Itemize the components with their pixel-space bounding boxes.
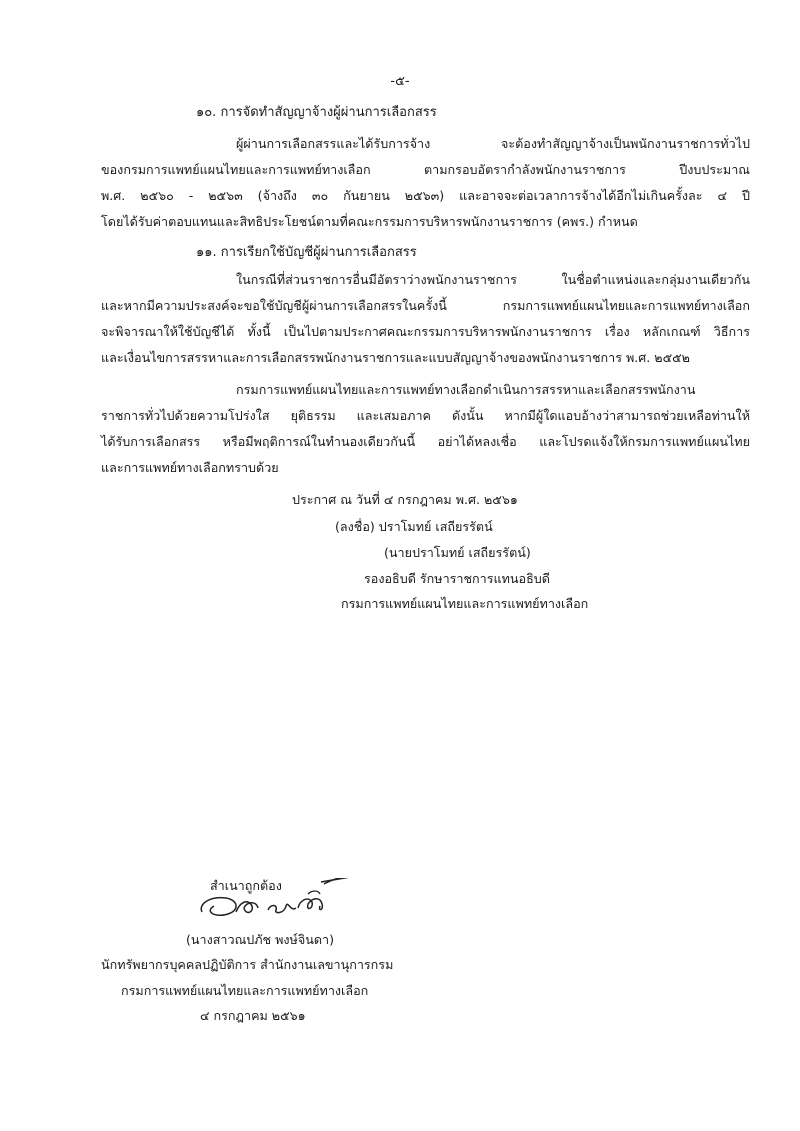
closing-line-3: ได้รับการเลือกสรร หรือมีพฤติการณ์ในทำนองเดียวกันนี้ อย่าได้หลงเชื่อ และโปรดแจ้งให้กรมการแพทย์แผนไทย [101,434,750,449]
closing-line-1: กรมการแพทย์แผนไทยและการแพทย์ทางเลือกดำเนินการสรรหาและเลือกสรรพนักงาน [236,382,696,397]
closing-line-2: ราชการทั่วไปด้วยความโปร่งใส ยุติธรรม และเสมอภาค ดังนั้น หากมีผู้ใดแอบอ้างว่าสามารถช่วยเหลือท่านให้ [101,408,750,423]
section-10-line-4: โดยได้รับค่าตอบแทนและสิทธิประโยชน์ตามที่คณะกรรมการบริหารพนักงานราชการ (คพร.) กำหนด [101,214,638,229]
section-10-line-3: พ.ศ. ๒๕๖๐ - ๒๕๖๓ (จ้างถึง ๓๐ กันยายน ๒๕๖๓) และอาจจะต่อเวลาการจ้างได้อีกไม่เกินครั้งละ ๔ ปี [101,188,750,203]
page-number: -๕- [390,74,410,89]
certified-copy-label: สำเนาถูกต้อง [210,878,282,893]
section-11-line-2: และหากมีความประสงค์จะขอใช้บัญชีผู้ผ่านการเลือกสรรในครั้งนี้ กรมการแพทย์แผนไทยและการแพทย์ทางเลือก [101,298,750,313]
certifier-position: นักทรัพยากรบุคคลปฏิบัติการ สำนักงานเลขานุการกรม [101,957,394,972]
section-11-line-4: และเงื่อนไขการสรรหาและการเลือกสรรพนักงานราชการและแบบสัญญาจ้างของพนักงานราชการ พ.ศ. ๒๕๕๒ [101,350,690,365]
section-10-heading: ๑๐. การจัดทำสัญญาจ้างผู้ผ่านการเลือกสรร [196,105,437,120]
certifier-department: กรมการแพทย์แผนไทยและการแพทย์ทางเลือก [121,983,369,998]
certifier-name: (นางสาวณปภัช พงษ์จินดา) [186,932,335,947]
section-10-line-1: ผู้ผ่านการเลือกสรรและได้รับการจ้าง จะต้องทำสัญญาจ้างเป็นพนักงานราชการทั่วไป [236,136,750,151]
section-11-line-3: จะพิจารณาให้ใช้บัญชีได้ ทั้งนี้ เป็นไปตามประกาศคณะกรรมการบริหารพนักงานราชการ เรื่อง หลักเกณฑ์ วิธีการ [101,324,750,339]
handwritten-signature-icon [196,878,356,928]
certified-date: ๔ กรกฎาคม ๒๕๖๑ [200,1008,306,1023]
signer-name: (นายปราโมทย์ เสถียรรัตน์) [384,545,531,560]
signed-by: (ลงชื่อ) ปราโมทย์ เสถียรรัตน์ [335,519,493,534]
signer-position: รองอธิบดี รักษาราชการแทนอธิบดี [364,571,550,586]
signer-department: กรมการแพทย์แผนไทยและการแพทย์ทางเลือก [341,596,589,611]
announcement-date: ประกาศ ณ วันที่ ๔ กรกฎาคม พ.ศ. ๒๕๖๑ [292,492,518,507]
closing-line-4: และการแพทย์ทางเลือกทราบด้วย [101,460,279,475]
section-11-heading: ๑๑. การเรียกใช้บัญชีผู้ผ่านการเลือกสรร [196,245,417,260]
section-11-line-1: ในกรณีที่ส่วนราชการอื่นมีอัตราว่างพนักงานราชการ ในชื่อตำแหน่งและกลุ่มงานเดียวกัน [236,272,750,287]
section-10-line-2: ของกรมการแพทย์แผนไทยและการแพทย์ทางเลือก ตามกรอบอัตรากำลังพนักงานราชการ ปีงบประมาณ [101,162,750,177]
